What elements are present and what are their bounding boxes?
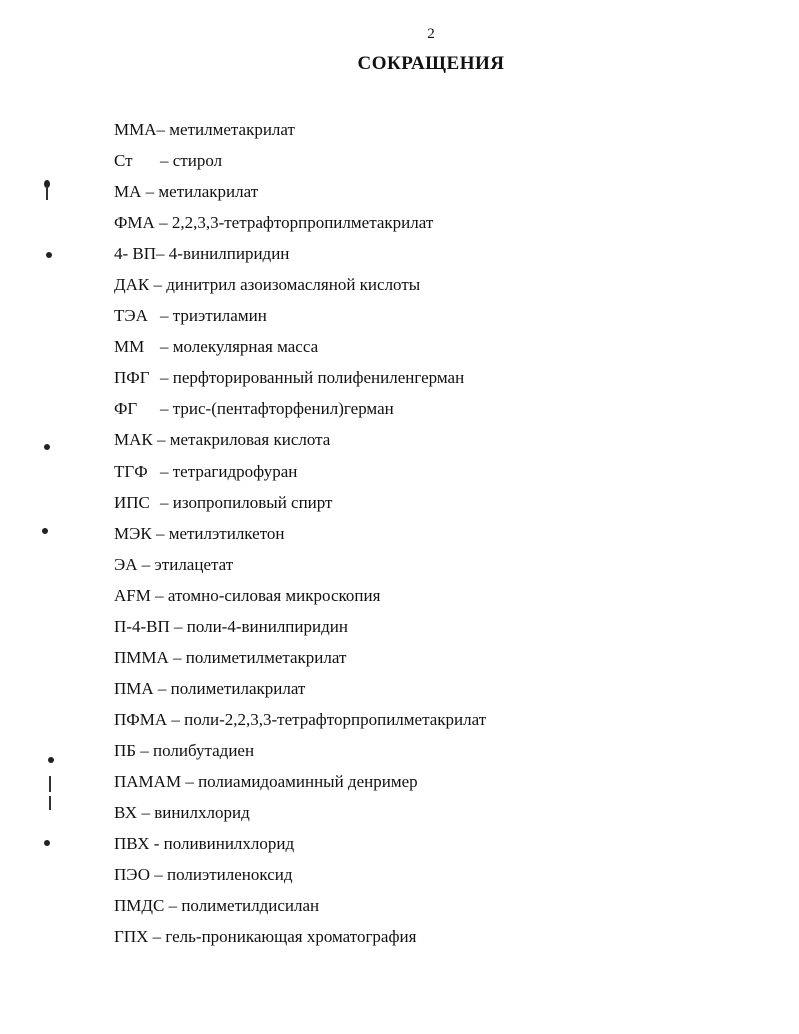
abbreviation-term: ПМА xyxy=(114,678,154,698)
abbreviation-row xyxy=(114,642,779,673)
abbreviation-separator: – xyxy=(160,399,173,419)
scan-dot xyxy=(48,757,54,763)
abbreviation-term: ГПХ xyxy=(114,927,149,947)
abbreviation-term: AFM xyxy=(114,585,151,605)
abbreviation-separator: – xyxy=(168,647,186,667)
abbreviation-definition: этилацетат xyxy=(154,554,234,574)
abbreviation-separator: – xyxy=(149,865,167,885)
abbreviation-row xyxy=(114,549,779,580)
abbreviation-definition: триэтиламин xyxy=(172,306,267,326)
abbreviation-term: ПФМА xyxy=(114,709,168,729)
abbreviation-separator: – xyxy=(167,709,185,729)
abbreviation-row xyxy=(114,393,779,424)
abbreviation-row xyxy=(114,921,779,952)
abbreviation-separator: – xyxy=(148,927,166,947)
abbreviation-row xyxy=(114,487,779,518)
abbreviation-row xyxy=(114,456,779,487)
abbreviation-definition: тетрагидрофуран xyxy=(172,461,298,481)
abbreviation-term: МЭК xyxy=(114,523,152,543)
abbreviation-definition: метилметакрилат xyxy=(169,120,295,139)
abbreviation-definition: изопропиловый спирт xyxy=(172,492,333,512)
abbreviation-separator: – xyxy=(137,554,155,574)
abbreviation-row xyxy=(114,766,779,797)
abbreviation-row xyxy=(114,828,779,859)
abbreviation-term: ТЭА xyxy=(114,306,148,326)
abbreviation-separator: – xyxy=(164,896,182,916)
abbreviation-separator: – xyxy=(160,492,173,512)
abbreviation-row xyxy=(114,704,779,735)
abbreviation-term: ЭА xyxy=(114,554,138,574)
scan-dot xyxy=(46,252,52,258)
abbreviation-definition: атомно-силовая микроскопия xyxy=(167,585,381,605)
abbreviation-row xyxy=(114,269,779,300)
abbreviation-definition: полиэтиленоксид xyxy=(166,865,293,885)
abbreviation-definition: полиметилакрилат xyxy=(170,678,306,698)
abbreviation-row xyxy=(114,797,779,828)
scan-stroke xyxy=(46,186,48,200)
abbreviation-separator: – xyxy=(153,678,171,698)
abbreviation-term: ПЭО xyxy=(114,865,150,885)
abbreviation-definition: полибутадиен xyxy=(153,740,255,760)
abbreviation-definition: трис-(пентафторфенил)герман xyxy=(172,399,394,419)
abbreviation-separator: – xyxy=(160,306,173,326)
scan-stroke xyxy=(49,776,51,792)
scan-dot xyxy=(42,528,48,534)
abbreviation-definition: поливинилхлорид xyxy=(163,834,295,854)
abbreviation-row xyxy=(114,207,779,238)
abbreviation-separator: - xyxy=(149,834,164,854)
abbreviation-term: П-4-ВП xyxy=(114,616,170,636)
abbreviation-separator: – xyxy=(156,120,170,139)
abbreviation-separator: – xyxy=(160,368,173,388)
abbreviation-separator: – xyxy=(160,461,173,481)
abbreviation-row xyxy=(114,331,779,362)
abbreviation-term: ПВХ xyxy=(114,834,150,854)
abbreviation-term: ПФГ xyxy=(114,368,150,388)
abbreviation-term: МАК xyxy=(114,430,153,450)
abbreviation-separator: – xyxy=(169,616,187,636)
abbreviation-row xyxy=(114,611,779,642)
abbreviation-row xyxy=(114,518,779,549)
abbreviation-row xyxy=(114,145,779,176)
abbreviation-separator: – xyxy=(160,337,173,357)
abbreviation-definition: 4-винилпиридин xyxy=(168,244,290,264)
abbreviation-row xyxy=(114,114,779,145)
abbreviation-definition: молекулярная масса xyxy=(172,337,319,357)
abbreviation-row xyxy=(114,424,779,455)
abbreviation-row xyxy=(114,362,779,393)
abbreviation-definition: гель-проникающая хроматография xyxy=(165,927,417,947)
abbreviation-definition: винилхлорид xyxy=(154,803,250,823)
abbreviation-definition: метакриловая кислота xyxy=(169,430,331,450)
abbreviation-term: ИПС xyxy=(114,492,150,512)
abbreviation-definition: поли-4-винилпиридин xyxy=(186,616,348,636)
abbreviation-separator: – xyxy=(151,523,169,543)
scan-dot xyxy=(44,444,50,450)
abbreviation-definition: метилакрилат xyxy=(158,182,259,202)
abbreviation-separator: – xyxy=(154,213,172,233)
abbreviation-term: МА xyxy=(114,182,142,202)
abbreviation-definition: 2,2,3,3-тетрафторпропилметакрилат xyxy=(171,213,434,233)
abbreviation-list xyxy=(114,114,779,952)
scan-stroke xyxy=(49,796,51,810)
abbreviation-definition: динитрил азоизомасляной кислоты xyxy=(166,275,421,295)
abbreviation-separator: – xyxy=(141,182,159,202)
abbreviation-row xyxy=(114,859,779,890)
abbreviation-row xyxy=(114,176,779,207)
abbreviation-term: Ст xyxy=(114,151,133,171)
abbreviation-row xyxy=(114,735,779,766)
abbreviation-definition: полиметилдисилан xyxy=(181,896,320,916)
abbreviation-row xyxy=(114,300,779,331)
abbreviation-row xyxy=(114,238,779,269)
abbreviation-term: ФГ xyxy=(114,399,138,419)
abbreviation-row xyxy=(114,890,779,921)
page-number: 2 xyxy=(427,26,435,42)
abbreviation-term: ПБ xyxy=(114,740,137,760)
abbreviation-separator: – xyxy=(136,740,154,760)
abbreviation-definition: стирол xyxy=(172,151,223,171)
abbreviation-definition: метилэтилкетон xyxy=(168,523,285,543)
abbreviation-definition: полиметилметакрилат xyxy=(185,647,347,667)
abbreviation-term: ММА xyxy=(114,120,157,139)
abbreviation-row xyxy=(114,673,779,704)
abbreviation-definition: перфторированный полифениленгерман xyxy=(172,368,465,388)
scan-dot xyxy=(44,840,50,846)
abbreviation-separator: – xyxy=(152,430,170,450)
abbreviation-term: 4- ВП xyxy=(114,244,157,264)
abbreviation-definition: полиамидоаминный денример xyxy=(198,771,418,791)
page-title: СОКРАЩЕНИЯ xyxy=(357,53,505,74)
abbreviation-term: ДАК xyxy=(114,275,150,295)
abbreviation-separator: – xyxy=(149,275,167,295)
abbreviation-term: ПАМАМ xyxy=(114,771,182,791)
abbreviation-row xyxy=(114,580,779,611)
abbreviation-separator: – xyxy=(181,771,199,791)
abbreviation-separator: – xyxy=(150,585,168,605)
abbreviation-separator: – xyxy=(160,151,173,171)
abbreviation-term: ММ xyxy=(114,337,145,357)
abbreviation-separator: – xyxy=(156,244,169,264)
abbreviation-term: ПМДС xyxy=(114,896,165,916)
abbreviation-term: ПММА xyxy=(114,647,169,667)
abbreviation-definition: поли-2,2,3,3-тетрафторпропилметакрилат xyxy=(184,709,487,729)
abbreviation-term: ФМА xyxy=(114,213,155,233)
abbreviation-term: ВХ xyxy=(114,803,138,823)
abbreviation-separator: – xyxy=(137,803,155,823)
abbreviation-term: ТГФ xyxy=(114,461,148,481)
